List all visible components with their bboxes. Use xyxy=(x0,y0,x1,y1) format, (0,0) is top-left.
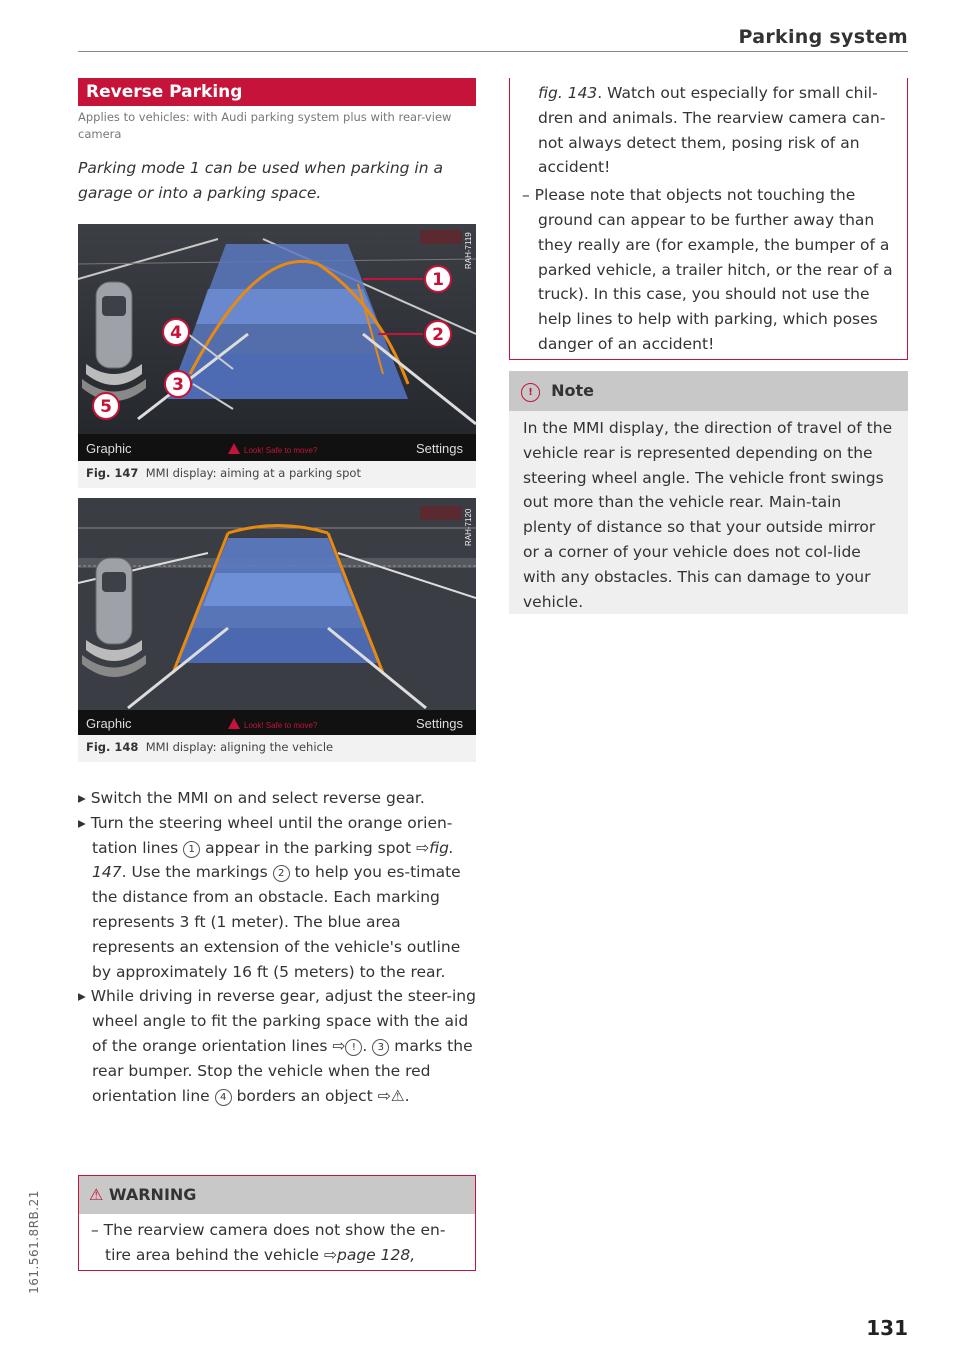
callout-ref-4: 4 xyxy=(215,1089,232,1106)
applies-text: Applies to vehicles: with Audi parking system plus with rear-view camera xyxy=(78,110,452,141)
side-code: 161.561.8RB.21 xyxy=(27,1190,41,1294)
callout-ref-3: 3 xyxy=(372,1039,389,1056)
warning-body: – The rearview camera does not show the en-tire area behind the vehicle ⇨page 128, xyxy=(91,1221,446,1264)
warning-continued xyxy=(509,78,908,360)
mmi-screen-148 xyxy=(78,498,476,735)
page-link[interactable]: page 128, xyxy=(336,1245,416,1264)
header-rule xyxy=(78,51,908,52)
figure-148 xyxy=(78,498,476,762)
softkey-graphic: Graphic xyxy=(86,716,132,731)
xref-arrow: ⇨ xyxy=(416,838,430,857)
screen-caution-text: Look! Safe to move? xyxy=(244,721,318,730)
intro-text: Parking mode 1 can be used when parking in a garage or into a parking space. xyxy=(78,159,443,202)
note-header xyxy=(509,371,908,411)
note-body: In the MMI display, the direction of travel of the vehicle rear is represented depending on the steering wheel angle. The vehicle front swings out more than the vehicle rear. Main-tain plenty of distance so that your outside mirror or a corner of your vehicle does not col-lide with any obstacles. This can damage to your vehicle. xyxy=(523,419,893,611)
figure-link[interactable]: fig. 143 xyxy=(538,84,598,102)
caption-text: MMI display: aiming at a parking spot xyxy=(145,466,361,480)
xref-arrow: ⇨ xyxy=(323,1245,337,1264)
note-info-icon: ! xyxy=(521,383,540,402)
warning-para-2: – Please note that objects not touching the ground can appear to be further away than they really are (for example, the bumper of a parked vehicle, a trailer hitch, or the rear of a truck). In this case, you should not use the help lines to help with parking, which poses danger of an accident! xyxy=(522,186,893,353)
note-box xyxy=(509,371,908,614)
mmi-screen-147 xyxy=(78,224,476,461)
warning-para-1: fig. 143. Watch out especially for small chil-dren and animals. The rearview camera can-not always detect them, posing risk of an accident! xyxy=(538,84,886,177)
callout-1-label: 1 xyxy=(432,270,444,290)
note-title: Note xyxy=(551,381,595,400)
caption-number: Fig. 148 xyxy=(86,740,139,754)
mmi-illustration-148 xyxy=(78,498,476,735)
softkey-settings: Settings xyxy=(416,441,463,456)
caption-number: Fig. 147 xyxy=(86,466,139,480)
screen-caution-text: Look! Safe to move? xyxy=(244,446,318,455)
figure-ref-code: RAH-7120 xyxy=(464,508,473,546)
figure-link[interactable]: fig. 147 xyxy=(92,838,454,882)
warning-title: WARNING xyxy=(108,1185,197,1204)
warning-triangle-icon: ⚠ xyxy=(89,1185,104,1204)
xref-arrow: ⇨ xyxy=(377,1086,391,1105)
callout-4-label: 4 xyxy=(170,323,182,343)
callout-ref-1: 1 xyxy=(183,841,200,858)
warning-header xyxy=(79,1176,475,1214)
caution-icon[interactable]: ! xyxy=(345,1039,362,1056)
figure-ref-code: RAH-7119 xyxy=(464,232,473,269)
figure-147 xyxy=(78,224,476,488)
figure-147-caption xyxy=(86,466,361,480)
callout-2-label: 2 xyxy=(432,325,444,345)
figure-148-caption xyxy=(86,740,333,754)
callout-5-label: 5 xyxy=(100,397,112,417)
warning-box xyxy=(78,1175,476,1271)
warning-ref-icon[interactable]: ⚠ xyxy=(390,1086,405,1105)
callout-ref-2: 2 xyxy=(273,865,290,882)
step-3: ▸ While driving in reverse gear, adjust the steer-ing wheel angle to fit the parking space with the aid of the orange orientation lines ⇨ ! . 3 marks the rear bumper. Stop the vehicle when the red orientation line 4 borders an object ⇨⚠. xyxy=(78,987,476,1105)
section-header: Parking system xyxy=(738,26,908,48)
callout-3-label: 3 xyxy=(172,375,184,395)
xref-arrow: ⇨ xyxy=(332,1036,346,1055)
section-title: Reverse Parking xyxy=(78,78,476,106)
mmi-illustration-147 xyxy=(78,224,476,461)
step-1: ▸ Switch the MMI on and select reverse gear. xyxy=(78,789,425,807)
softkey-graphic: Graphic xyxy=(86,441,132,456)
softkey-settings: Settings xyxy=(416,716,463,731)
step-2: ▸ Turn the steering wheel until the orange orien-tation lines 1 appear in the parking spot ⇨fig. 147. Use the markings 2 to help you es-timate the distance from an obstacle. Each marking represents 3 ft (1 meter). The blue area represents an extension of the vehicle's outline by approximately 16 ft (5 meters) to the rear. xyxy=(78,813,461,981)
page-number: 131 xyxy=(866,1316,908,1340)
instruction-steps xyxy=(78,786,476,1108)
caption-text: MMI display: aligning the vehicle xyxy=(145,740,334,754)
